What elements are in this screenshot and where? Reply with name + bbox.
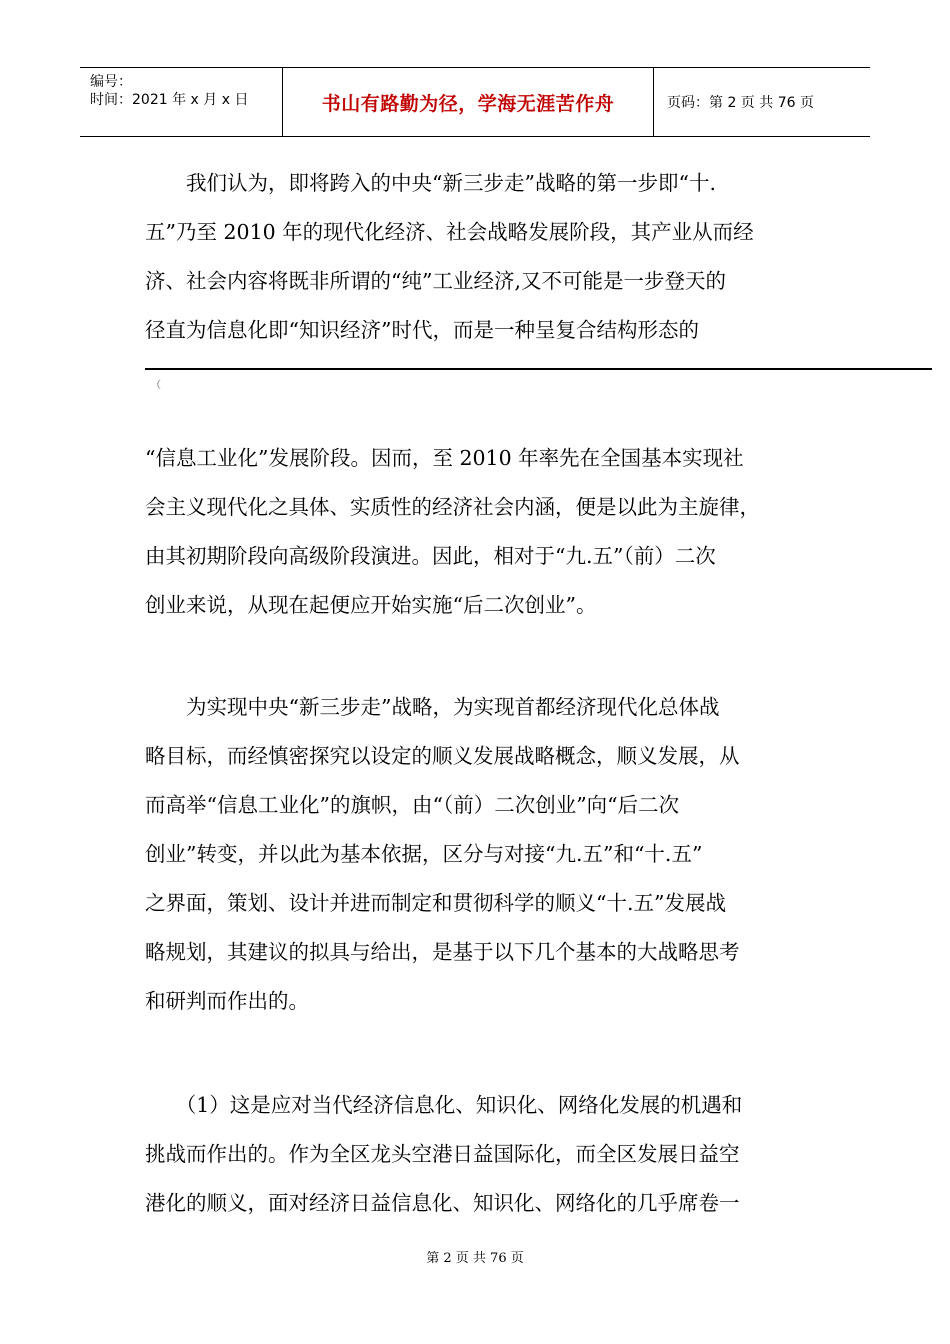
text-line: 挑战而作出的。作为全区龙头空港日益国际化，而全区发展日益空 [145, 1142, 740, 1166]
header-motto-cell [282, 68, 654, 136]
text-line: （1）这是应对当代经济信息化、知识化、网络化发展的机遇和 [145, 1093, 743, 1117]
header-page-code: 页码：第 2 页 共 76 页 [667, 95, 814, 111]
document-date: 时间：2021 年 x 月 x 日 [90, 92, 249, 108]
text-line: “信息工业化”发展阶段。因而，至 2010 年率先在全国基本实现社 [145, 446, 744, 470]
header-page-cell [653, 68, 870, 136]
header-motto: 书山有路勤为径，学海无涯苦作舟 [321, 92, 615, 115]
text-line: 创业”转变，并以此为基本依据，区分与对接“九.五”和“十.五” [145, 842, 703, 866]
header-meta [80, 68, 282, 136]
text-line: 会主义现代化之具体、实质性的经济社会内涵，便是以此为主旋律， [145, 495, 760, 519]
text-line: 我们认为，即将跨入的中央“新三步走”战略的第一步即“十. [145, 171, 716, 195]
text-line: 径直为信息化即“知识经济”时代，而是一种呈复合结构形态的 [145, 318, 699, 342]
text-line: 创业来说，从现在起便应开始实施“后二次创业”。 [145, 593, 597, 617]
text-line: 略规划，其建议的拟具与给出，是基于以下几个基本的大战略思考 [145, 940, 740, 964]
text-line: 之界面，策划、设计并进而制定和贯彻科学的顺义“十.五”发展战 [145, 891, 726, 915]
paragraph-2 [145, 434, 810, 630]
text-line: 和研判而作出的。 [145, 989, 309, 1013]
page-footer: 第 2 页 共 76 页 [426, 1251, 524, 1266]
text-line: 港化的顺义，面对经济日益信息化、知识化、网络化的几乎席卷一 [145, 1191, 740, 1215]
paragraph-4 [145, 1081, 810, 1228]
text-line: 为实现中央“新三步走”战略，为实现首都经济现代化总体战 [145, 695, 720, 719]
text-line: 五”乃至 2010 年的现代化经济、社会战略发展阶段，其产业从而经 [145, 220, 754, 244]
text-line: 由其初期阶段向高级阶段演进。因此，相对于“九.五”（前）二次 [145, 544, 716, 568]
paragraph-1 [145, 159, 810, 355]
divider-mark: （ [151, 380, 161, 391]
document-number-label: 编号： [90, 74, 132, 90]
paragraph-3 [145, 683, 810, 1026]
text-line: 而高举“信息工业化”的旗帜，由“（前）二次创业”向“后二次 [145, 793, 680, 817]
text-line: 略目标，而经慎密探究以设定的顺义发展战略概念，顺义发展，从 [145, 744, 740, 768]
text-line: 济、社会内容将既非所谓的“纯”工业经济,又不可能是一步登天的 [145, 269, 726, 293]
page-header [80, 67, 870, 137]
section-divider [145, 368, 932, 370]
